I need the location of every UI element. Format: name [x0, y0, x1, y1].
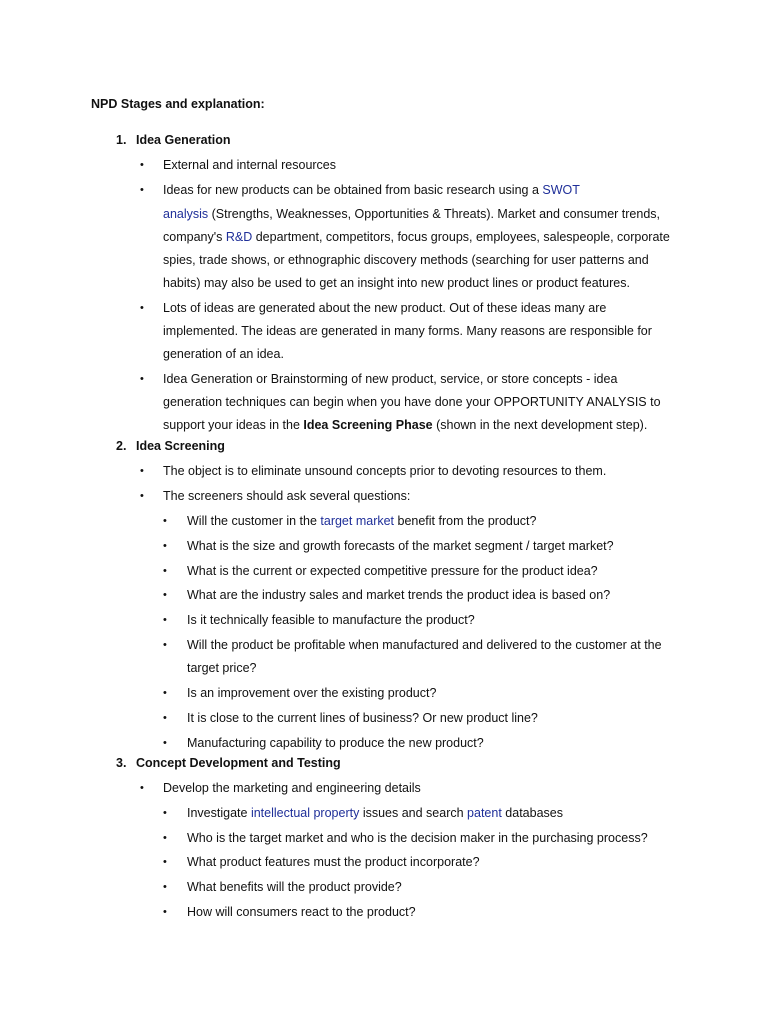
- bullet-icon: •: [140, 184, 144, 196]
- bullet-icon: •: [140, 159, 144, 171]
- bullet-icon: •: [163, 589, 167, 601]
- rd-link[interactable]: R&D: [225, 230, 253, 244]
- bullet-icon: •: [163, 856, 167, 868]
- sub-list-item: Will the customer in the target market benefit from the product?: [187, 514, 537, 528]
- bullet-icon: •: [140, 465, 144, 477]
- bullet-icon: •: [140, 490, 144, 502]
- bullet-icon: •: [140, 302, 144, 314]
- sub-list-item: What is the current or expected competitive pressure for the product idea?: [187, 564, 598, 578]
- list-item: Develop the marketing and engineering details: [163, 781, 421, 795]
- swot-link[interactable]: SWOT: [542, 183, 580, 197]
- bullet-icon: •: [163, 832, 167, 844]
- section-2-number: 2.: [116, 439, 127, 453]
- bullet-icon: •: [163, 906, 167, 918]
- sub-list-item: Who is the target market and who is the decision maker in the purchasing process?: [187, 831, 648, 845]
- section-3-heading: Concept Development and Testing: [136, 756, 341, 770]
- sub-list-item: Is it technically feasible to manufacture the product?: [187, 613, 475, 627]
- bullet-icon: •: [163, 540, 167, 552]
- sub-list-item-line: target price?: [187, 661, 257, 675]
- bullet-icon: •: [163, 565, 167, 577]
- bullet-icon: •: [163, 639, 167, 651]
- page-title: NPD Stages and explanation:: [91, 97, 265, 111]
- list-item-line: company's R&D department, competitors, focus groups, employees, salespeople, corporate: [163, 230, 670, 244]
- list-item-line: Idea Generation or Brainstorming of new product, service, or store concepts - idea: [163, 372, 618, 386]
- bullet-icon: •: [140, 373, 144, 385]
- bullet-icon: •: [163, 687, 167, 699]
- bullet-icon: •: [163, 712, 167, 724]
- target-market-link[interactable]: target market: [320, 514, 395, 528]
- bullet-icon: •: [140, 782, 144, 794]
- bullet-icon: •: [163, 614, 167, 626]
- sub-list-item: What product features must the product incorporate?: [187, 855, 480, 869]
- list-item-line: analysis (Strengths, Weaknesses, Opportunities & Threats). Market and consumer trends,: [163, 207, 660, 221]
- patent-link[interactable]: patent: [467, 806, 502, 820]
- bullet-icon: •: [163, 807, 167, 819]
- list-item-line: support your ideas in the Idea Screening Phase (shown in the next development step).: [163, 418, 648, 432]
- intellectual-property-link[interactable]: intellectual property: [250, 806, 360, 820]
- sub-list-item: What benefits will the product provide?: [187, 880, 402, 894]
- sub-list-item: Is an improvement over the existing product?: [187, 686, 437, 700]
- sub-list-item-line: Will the product be profitable when manufactured and delivered to the customer at the: [187, 638, 662, 652]
- sub-list-item: Investigate intellectual property issues and search patent databases: [187, 806, 563, 820]
- list-item-line: generation techniques can begin when you have done your OPPORTUNITY ANALYSIS to: [163, 395, 661, 409]
- section-1-heading: Idea Generation: [136, 133, 231, 147]
- sub-list-item: What is the size and growth forecasts of the market segment / target market?: [187, 539, 614, 553]
- list-item-line: Ideas for new products can be obtained from basic research using a SWOT: [163, 183, 580, 197]
- sub-list-item: What are the industry sales and market trends the product idea is based on?: [187, 588, 611, 602]
- section-3-number: 3.: [116, 756, 127, 770]
- sub-list-item: How will consumers react to the product?: [187, 905, 416, 919]
- list-item-line: implemented. The ideas are generated in many forms. Many reasons are responsible for: [163, 324, 652, 338]
- bullet-icon: •: [163, 881, 167, 893]
- list-item: The screeners should ask several questions:: [163, 489, 411, 503]
- list-item-line: generation of an idea.: [163, 347, 284, 361]
- analysis-link[interactable]: analysis: [163, 207, 209, 221]
- section-1-number: 1.: [116, 133, 127, 147]
- list-item-line: spies, trade shows, or ethnographic discovery methods (searching for user patterns and: [163, 253, 649, 267]
- bullet-icon: •: [163, 515, 167, 527]
- list-item-line: habits) may also be used to get an insight into new product lines or product features.: [163, 276, 630, 290]
- sub-list-item: Manufacturing capability to produce the new product?: [187, 736, 484, 750]
- list-item: The object is to eliminate unsound concepts prior to devoting resources to them.: [163, 464, 607, 478]
- section-2-heading: Idea Screening: [136, 439, 225, 453]
- sub-list-item: It is close to the current lines of business? Or new product line?: [187, 711, 538, 725]
- list-item-line: Lots of ideas are generated about the new product. Out of these ideas many are: [163, 301, 607, 315]
- bullet-icon: •: [163, 737, 167, 749]
- list-item: External and internal resources: [163, 158, 337, 172]
